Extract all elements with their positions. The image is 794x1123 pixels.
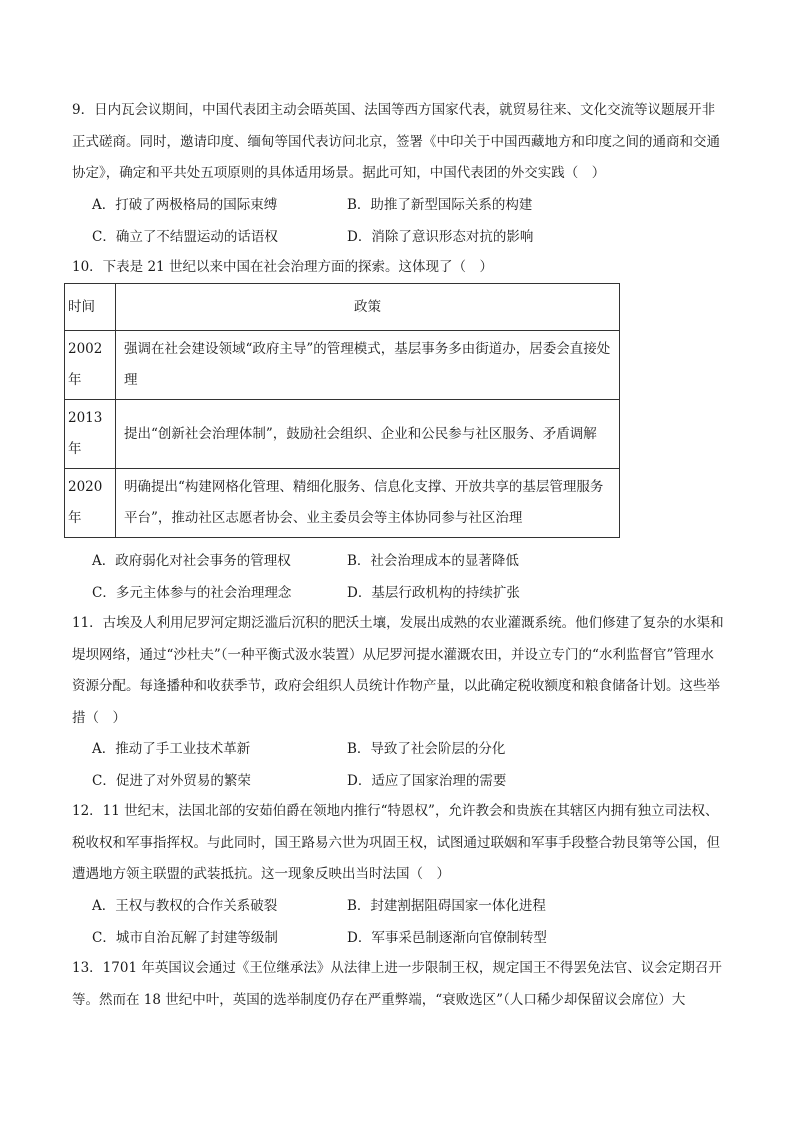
question-10-option-b[interactable]: B．社会治理成本的显著降低 xyxy=(347,553,519,569)
table-cell-policy: 强调在社会建设领域“政府主导”的管理模式，基层事务多由街道办，居委会直接处理 xyxy=(116,331,620,400)
question-10-stem: 10．下表是 21 世纪以来中国在社会治理方面的探索。这体现了（ ） xyxy=(72,259,493,275)
table-cell-time: 2013年 xyxy=(65,400,116,469)
table-row xyxy=(65,469,620,538)
policy-table xyxy=(64,283,620,538)
question-12-option-d[interactable]: D．军事采邑制逐渐向官僚制转型 xyxy=(347,929,547,946)
question-11-options xyxy=(92,734,692,797)
table-row xyxy=(65,331,620,400)
question-11-option-b[interactable]: B．导致了社会阶层的分化 xyxy=(347,741,506,757)
question-9-option-a[interactable]: A．打破了两极格局的国际束缚 xyxy=(92,197,278,213)
question-12-options xyxy=(92,891,692,954)
question-12 xyxy=(72,796,726,891)
table-cell-time: 2002年 xyxy=(65,331,116,400)
question-9-options xyxy=(92,190,692,253)
question-9-stem: 9．日内瓦会议期间，中国代表团主动会晤英国、法国等西方国家代表，就贸易往来、文化交流等议题展开非正式磋商。同时，邀请印度、缅甸等国代表访问北京，签署《中印关于中国西藏地方和印度之间的通商和交通协定》，确定和平共处五项原则的具体适用场景。据此可知，中国代表团的外交实践（ ） xyxy=(72,102,720,181)
question-9-option-c[interactable]: C．确立了不结盟运动的话语权 xyxy=(92,228,278,245)
table-cell-policy: 明确提出“构建网格化管理、精细化服务、信息化支撑、开放共享的基层管理服务平台”，推动社区志愿者协会、业主委员会等主体协同参与社区治理 xyxy=(116,469,620,538)
question-11-option-d[interactable]: D．适应了国家治理的需要 xyxy=(347,772,507,789)
table-row xyxy=(65,400,620,469)
question-11-option-c[interactable]: C．促进了对外贸易的繁荣 xyxy=(92,772,251,789)
question-10-options xyxy=(92,546,692,609)
table-cell-policy: 提出“创新社会治理体制”，鼓励社会组织、企业和公民参与社区服务、矛盾调解 xyxy=(116,400,620,469)
question-11-stem: 11．古埃及人利用尼罗河定期泛滥后沉积的肥沃土壤，发展出成熟的农业灌溉系统。他们修建了复杂的水渠和堤坝网络，通过“沙杜夫”（一种平衡式汲水装置）从尼罗河提水灌溉农田，并设立专门的“水利监督官”管理水资源分配。每逢播种和收获季节，政府会组织人员统计作物产量，以此确定税收额度和粮食储备计划。这些举措（ ） xyxy=(72,615,724,726)
question-9-option-d[interactable]: D．消除了意识形态对抗的影响 xyxy=(347,228,534,245)
question-12-option-a[interactable]: A．王权与教权的合作关系破裂 xyxy=(92,898,278,914)
question-12-option-c[interactable]: C．城市自治瓦解了封建等级制 xyxy=(92,929,278,946)
question-12-stem: 12．11 世纪末，法国北部的安茹伯爵在领地内推行“特恩权”，允许教会和贵族在其辖区内拥有独立司法权、税收权和军事指挥权。与此同时，国王路易六世为巩固王权，试图通过联姻和军事手段整合勃艮第等公国，但遭遇地方领主联盟的武装抵抗。这一现象反映出当时法国（ ） xyxy=(72,803,720,882)
question-13-stem: 13．1701 年英国议会通过《王位继承法》从法律上进一步限制王权，规定国王不得罢免法官、议会定期召开等。然而在 18 世纪中叶，英国的选举制度仍存在严重弊端，“衰败选区”（人口稀少却保留议会席位）大 xyxy=(72,960,722,1008)
question-10-option-d[interactable]: D．基层行政机构的持续扩张 xyxy=(347,584,520,601)
question-11-option-a[interactable]: A．推动了手工业技术革新 xyxy=(92,741,251,757)
question-10-option-c[interactable]: C．多元主体参与的社会治理理念 xyxy=(92,584,292,601)
question-9 xyxy=(72,95,726,190)
table-header-row xyxy=(65,284,620,331)
table-header-policy: 政策 xyxy=(116,284,620,331)
question-9-option-b[interactable]: B．助推了新型国际关系的构建 xyxy=(347,197,533,213)
question-10 xyxy=(72,252,726,284)
question-13 xyxy=(72,953,726,1016)
question-10-option-a[interactable]: A．政府弱化对社会事务的管理权 xyxy=(92,553,291,569)
table-cell-time: 2020年 xyxy=(65,469,116,538)
table-header-time: 时间 xyxy=(65,284,116,331)
question-12-option-b[interactable]: B．封建割据阻碍国家一体化进程 xyxy=(347,898,546,914)
question-11 xyxy=(72,608,726,734)
